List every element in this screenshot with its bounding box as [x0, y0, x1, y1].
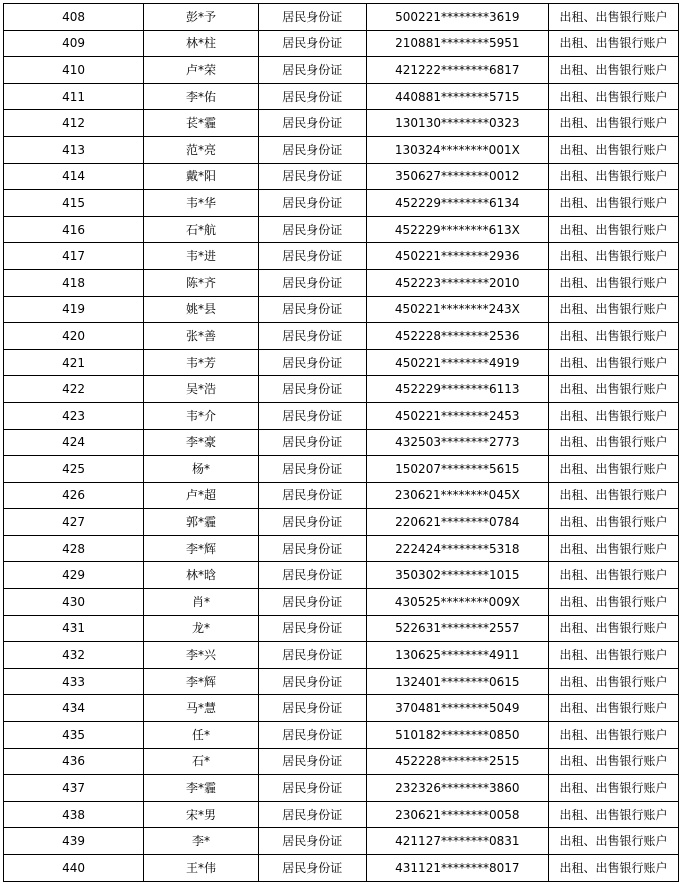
id-type-cell: 居民身份证: [258, 642, 366, 669]
reason-cell: 出租、出售银行账户: [549, 615, 679, 642]
id-type-cell: 居民身份证: [258, 57, 366, 84]
id-number-cell: 440881********5715: [366, 83, 548, 110]
row-number-cell: 420: [4, 323, 144, 350]
person-name-cell: 林*晗: [144, 562, 259, 589]
id-type-cell: 居民身份证: [258, 562, 366, 589]
table-row: [4, 615, 679, 642]
row-number-cell: 428: [4, 535, 144, 562]
person-name-cell: 戴*阳: [144, 163, 259, 190]
reason-cell: 出租、出售银行账户: [549, 429, 679, 456]
reason-cell: 出租、出售银行账户: [549, 695, 679, 722]
table-row: [4, 163, 679, 190]
table-row: [4, 402, 679, 429]
table-row: [4, 509, 679, 536]
id-type-cell: 居民身份证: [258, 509, 366, 536]
id-type-cell: 居民身份证: [258, 429, 366, 456]
table-row: [4, 562, 679, 589]
id-number-cell: 150207********5615: [366, 456, 548, 483]
reason-cell: 出租、出售银行账户: [549, 349, 679, 376]
row-number-cell: 426: [4, 482, 144, 509]
id-number-cell: 431121********8017: [366, 855, 548, 882]
table-row: [4, 349, 679, 376]
table-row: [4, 4, 679, 31]
reason-cell: 出租、出售银行账户: [549, 509, 679, 536]
reason-cell: 出租、出售银行账户: [549, 535, 679, 562]
id-type-cell: 居民身份证: [258, 216, 366, 243]
table-row: [4, 695, 679, 722]
reason-cell: 出租、出售银行账户: [549, 402, 679, 429]
table-row: [4, 429, 679, 456]
person-name-cell: 李*: [144, 828, 259, 855]
id-number-cell: 450221********2453: [366, 402, 548, 429]
id-number-cell: 452228********2515: [366, 748, 548, 775]
id-type-cell: 居民身份证: [258, 801, 366, 828]
person-name-cell: 李*豪: [144, 429, 259, 456]
row-number-cell: 433: [4, 668, 144, 695]
person-name-cell: 王*伟: [144, 855, 259, 882]
row-number-cell: 415: [4, 190, 144, 217]
row-number-cell: 419: [4, 296, 144, 323]
row-number-cell: 408: [4, 4, 144, 31]
table-row: [4, 190, 679, 217]
id-type-cell: 居民身份证: [258, 695, 366, 722]
reason-cell: 出租、出售银行账户: [549, 323, 679, 350]
table-row: [4, 83, 679, 110]
id-type-cell: 居民身份证: [258, 296, 366, 323]
id-number-cell: 222424********5318: [366, 535, 548, 562]
id-type-cell: 居民身份证: [258, 136, 366, 163]
person-name-cell: 韦*华: [144, 190, 259, 217]
table-row: [4, 456, 679, 483]
person-name-cell: 李*佑: [144, 83, 259, 110]
table-row: [4, 30, 679, 57]
id-number-cell: 130130********0323: [366, 110, 548, 137]
table-row: [4, 589, 679, 616]
listing-table: [3, 3, 679, 882]
reason-cell: 出租、出售银行账户: [549, 216, 679, 243]
person-name-cell: 张*善: [144, 323, 259, 350]
person-name-cell: 范*亮: [144, 136, 259, 163]
id-type-cell: 居民身份证: [258, 855, 366, 882]
id-number-cell: 430525********009X: [366, 589, 548, 616]
id-number-cell: 220621********0784: [366, 509, 548, 536]
reason-cell: 出租、出售银行账户: [549, 828, 679, 855]
document-sheet: [3, 3, 679, 882]
reason-cell: 出租、出售银行账户: [549, 562, 679, 589]
person-name-cell: 陈*齐: [144, 269, 259, 296]
row-number-cell: 416: [4, 216, 144, 243]
reason-cell: 出租、出售银行账户: [549, 296, 679, 323]
reason-cell: 出租、出售银行账户: [549, 163, 679, 190]
id-type-cell: 居民身份证: [258, 83, 366, 110]
reason-cell: 出租、出售银行账户: [549, 855, 679, 882]
reason-cell: 出租、出售银行账户: [549, 456, 679, 483]
id-type-cell: 居民身份证: [258, 190, 366, 217]
table-body: [4, 4, 679, 882]
table-row: [4, 110, 679, 137]
table-row: [4, 376, 679, 403]
table-row: [4, 855, 679, 882]
table-row: [4, 668, 679, 695]
person-name-cell: 石*航: [144, 216, 259, 243]
row-number-cell: 436: [4, 748, 144, 775]
row-number-cell: 440: [4, 855, 144, 882]
row-number-cell: 434: [4, 695, 144, 722]
person-name-cell: 卢*荣: [144, 57, 259, 84]
reason-cell: 出租、出售银行账户: [549, 269, 679, 296]
id-number-cell: 522631********2557: [366, 615, 548, 642]
id-number-cell: 432503********2773: [366, 429, 548, 456]
id-type-cell: 居民身份证: [258, 376, 366, 403]
reason-cell: 出租、出售银行账户: [549, 775, 679, 802]
person-name-cell: 韦*进: [144, 243, 259, 270]
person-name-cell: 吴*浩: [144, 376, 259, 403]
row-number-cell: 421: [4, 349, 144, 376]
person-name-cell: 宋*男: [144, 801, 259, 828]
person-name-cell: 李*霾: [144, 775, 259, 802]
row-number-cell: 432: [4, 642, 144, 669]
id-number-cell: 130625********4911: [366, 642, 548, 669]
id-number-cell: 452229********6113: [366, 376, 548, 403]
id-number-cell: 450221********4919: [366, 349, 548, 376]
id-number-cell: 370481********5049: [366, 695, 548, 722]
row-number-cell: 425: [4, 456, 144, 483]
id-number-cell: 130324********001X: [366, 136, 548, 163]
id-type-cell: 居民身份证: [258, 269, 366, 296]
id-number-cell: 230621********045X: [366, 482, 548, 509]
row-number-cell: 435: [4, 722, 144, 749]
row-number-cell: 423: [4, 402, 144, 429]
reason-cell: 出租、出售银行账户: [549, 30, 679, 57]
id-type-cell: 居民身份证: [258, 535, 366, 562]
person-name-cell: 姚*县: [144, 296, 259, 323]
reason-cell: 出租、出售银行账户: [549, 83, 679, 110]
person-name-cell: 肖*: [144, 589, 259, 616]
row-number-cell: 438: [4, 801, 144, 828]
id-type-cell: 居民身份证: [258, 110, 366, 137]
person-name-cell: 李*辉: [144, 668, 259, 695]
row-number-cell: 412: [4, 110, 144, 137]
id-number-cell: 450221********243X: [366, 296, 548, 323]
id-type-cell: 居民身份证: [258, 456, 366, 483]
person-name-cell: 马*慧: [144, 695, 259, 722]
reason-cell: 出租、出售银行账户: [549, 801, 679, 828]
table-row: [4, 269, 679, 296]
id-type-cell: 居民身份证: [258, 4, 366, 31]
id-type-cell: 居民身份证: [258, 615, 366, 642]
reason-cell: 出租、出售银行账户: [549, 482, 679, 509]
id-type-cell: 居民身份证: [258, 828, 366, 855]
row-number-cell: 424: [4, 429, 144, 456]
row-number-cell: 410: [4, 57, 144, 84]
id-number-cell: 132401********0615: [366, 668, 548, 695]
id-number-cell: 230621********0058: [366, 801, 548, 828]
id-number-cell: 450221********2936: [366, 243, 548, 270]
row-number-cell: 411: [4, 83, 144, 110]
table-row: [4, 801, 679, 828]
table-row: [4, 722, 679, 749]
id-number-cell: 421127********0831: [366, 828, 548, 855]
row-number-cell: 427: [4, 509, 144, 536]
row-number-cell: 431: [4, 615, 144, 642]
id-type-cell: 居民身份证: [258, 482, 366, 509]
table-row: [4, 828, 679, 855]
id-type-cell: 居民身份证: [258, 243, 366, 270]
id-number-cell: 452223********2010: [366, 269, 548, 296]
person-name-cell: 杨*: [144, 456, 259, 483]
person-name-cell: 卢*超: [144, 482, 259, 509]
id-type-cell: 居民身份证: [258, 402, 366, 429]
reason-cell: 出租、出售银行账户: [549, 57, 679, 84]
id-type-cell: 居民身份证: [258, 775, 366, 802]
table-row: [4, 775, 679, 802]
reason-cell: 出租、出售银行账户: [549, 589, 679, 616]
row-number-cell: 418: [4, 269, 144, 296]
row-number-cell: 430: [4, 589, 144, 616]
person-name-cell: 任*: [144, 722, 259, 749]
person-name-cell: 石*: [144, 748, 259, 775]
person-name-cell: 李*辉: [144, 535, 259, 562]
table-row: [4, 642, 679, 669]
reason-cell: 出租、出售银行账户: [549, 136, 679, 163]
reason-cell: 出租、出售银行账户: [549, 748, 679, 775]
id-type-cell: 居民身份证: [258, 349, 366, 376]
person-name-cell: 韦*介: [144, 402, 259, 429]
id-type-cell: 居民身份证: [258, 323, 366, 350]
reason-cell: 出租、出售银行账户: [549, 376, 679, 403]
id-number-cell: 510182********0850: [366, 722, 548, 749]
id-type-cell: 居民身份证: [258, 748, 366, 775]
person-name-cell: 苌*霾: [144, 110, 259, 137]
person-name-cell: 郭*霾: [144, 509, 259, 536]
id-type-cell: 居民身份证: [258, 30, 366, 57]
row-number-cell: 414: [4, 163, 144, 190]
table-row: [4, 243, 679, 270]
reason-cell: 出租、出售银行账户: [549, 110, 679, 137]
reason-cell: 出租、出售银行账户: [549, 642, 679, 669]
table-row: [4, 296, 679, 323]
table-row: [4, 216, 679, 243]
row-number-cell: 417: [4, 243, 144, 270]
reason-cell: 出租、出售银行账户: [549, 668, 679, 695]
row-number-cell: 429: [4, 562, 144, 589]
table-row: [4, 136, 679, 163]
id-number-cell: 350627********0012: [366, 163, 548, 190]
person-name-cell: 彭*予: [144, 4, 259, 31]
id-type-cell: 居民身份证: [258, 589, 366, 616]
person-name-cell: 龙*: [144, 615, 259, 642]
id-number-cell: 421222********6817: [366, 57, 548, 84]
table-row: [4, 535, 679, 562]
id-number-cell: 500221********3619: [366, 4, 548, 31]
table-row: [4, 57, 679, 84]
id-type-cell: 居民身份证: [258, 668, 366, 695]
id-number-cell: 452229********6134: [366, 190, 548, 217]
id-number-cell: 350302********1015: [366, 562, 548, 589]
row-number-cell: 409: [4, 30, 144, 57]
reason-cell: 出租、出售银行账户: [549, 722, 679, 749]
row-number-cell: 439: [4, 828, 144, 855]
id-number-cell: 232326********3860: [366, 775, 548, 802]
reason-cell: 出租、出售银行账户: [549, 4, 679, 31]
row-number-cell: 422: [4, 376, 144, 403]
reason-cell: 出租、出售银行账户: [549, 243, 679, 270]
id-type-cell: 居民身份证: [258, 163, 366, 190]
row-number-cell: 413: [4, 136, 144, 163]
row-number-cell: 437: [4, 775, 144, 802]
reason-cell: 出租、出售银行账户: [549, 190, 679, 217]
table-row: [4, 482, 679, 509]
person-name-cell: 李*兴: [144, 642, 259, 669]
id-number-cell: 452229********613X: [366, 216, 548, 243]
id-number-cell: 210881********5951: [366, 30, 548, 57]
table-row: [4, 748, 679, 775]
id-number-cell: 452228********2536: [366, 323, 548, 350]
person-name-cell: 韦*芳: [144, 349, 259, 376]
table-row: [4, 323, 679, 350]
id-type-cell: 居民身份证: [258, 722, 366, 749]
person-name-cell: 林*柱: [144, 30, 259, 57]
